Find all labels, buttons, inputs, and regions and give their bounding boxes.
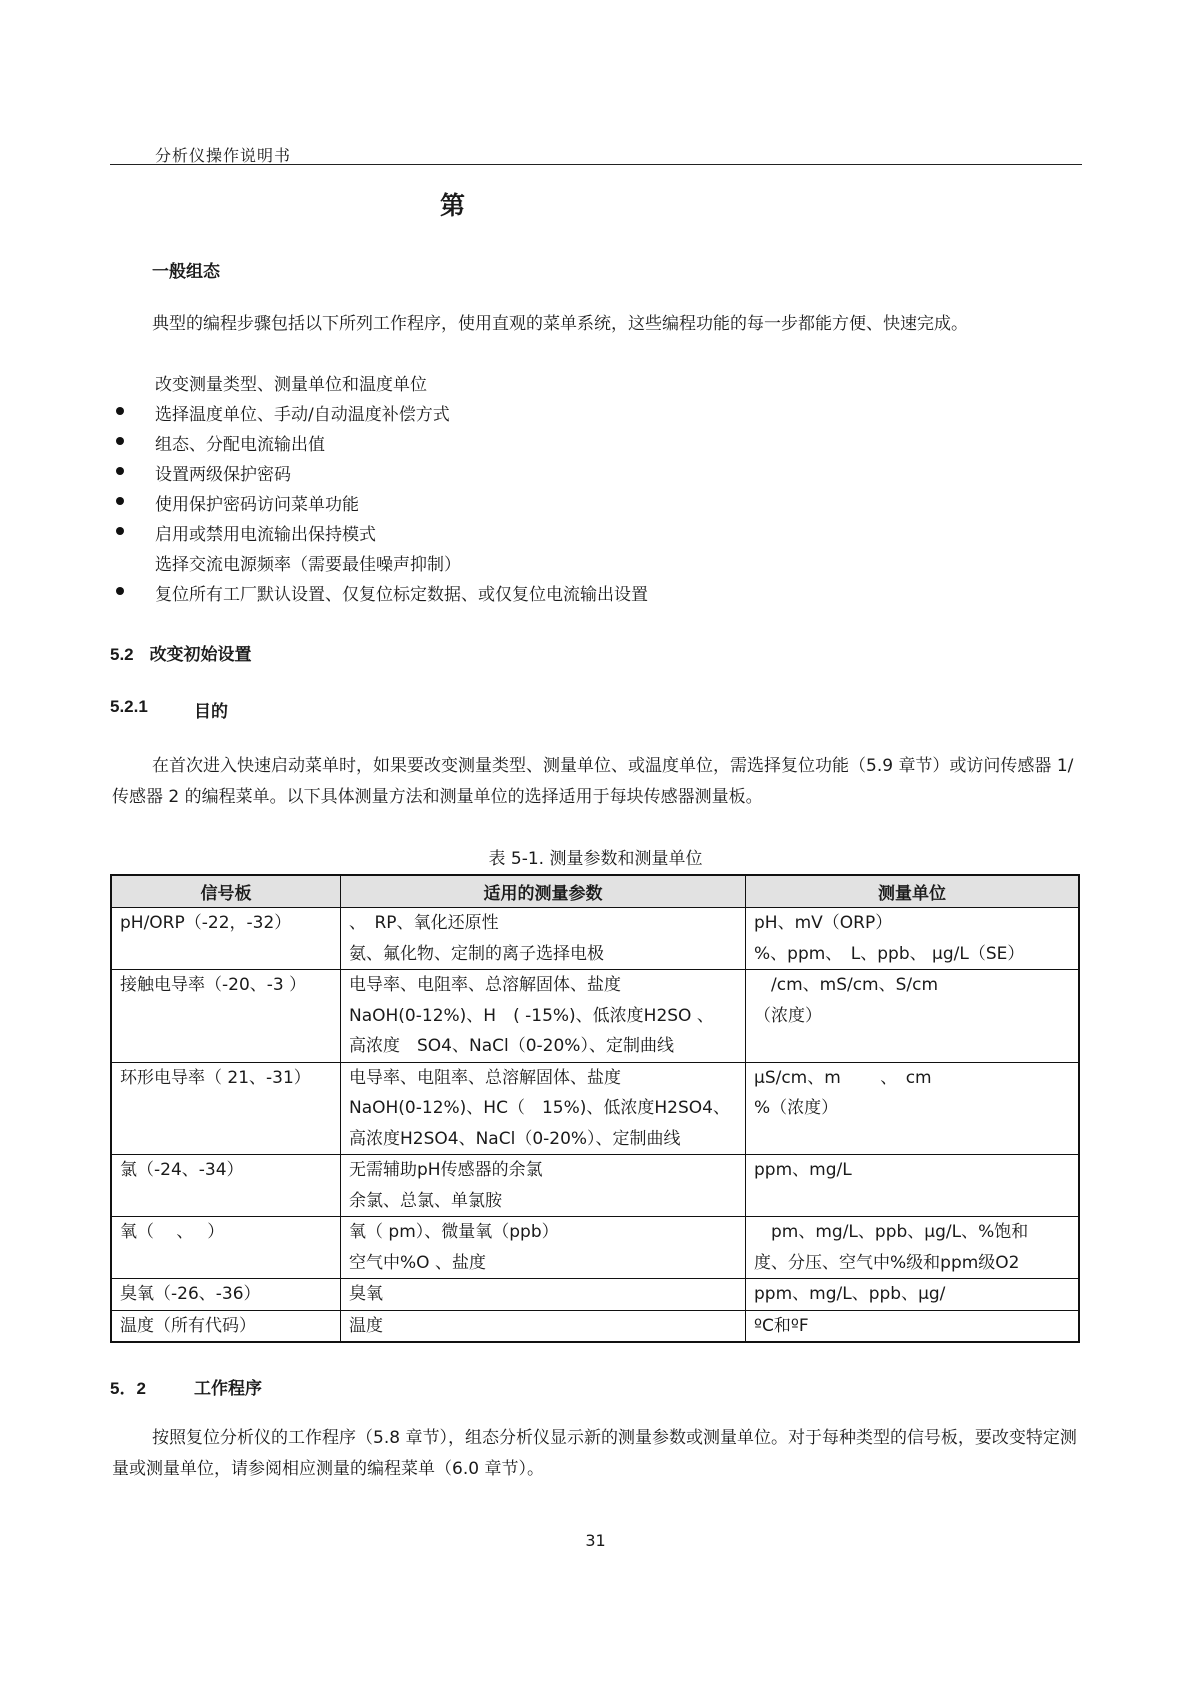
params-cell — [341, 1155, 746, 1217]
table-row — [111, 1062, 1079, 1155]
cell-text: 温度（所有代码） — [120, 1315, 256, 1336]
table-caption: 表 5-1. 测量参数和测量单位 — [488, 849, 703, 869]
list-item: 设置两级保护密码 — [155, 465, 291, 485]
section-title: 改变初始设置 — [149, 645, 252, 665]
params-cell — [341, 1217, 746, 1279]
measurement-table — [110, 874, 1080, 1343]
cell-text: 无需辅助pH传感器的余氯 — [349, 1160, 543, 1180]
purpose-paragraph: 在首次进入快速启动菜单时，如果要改变测量类型、测量单位、或温度单位，需选择复位功能（5.9 章节）或访问传感器 1/传感器 2 的编程菜单。以下具体测量方法和测量单位的选择适用于每块传感器测量板。 — [112, 756, 1074, 807]
cell-text: 电导率、电阻率、总溶解固体、盐度 — [349, 1067, 621, 1088]
list-item: 选择交流电源频率（需要最佳噪声抑制） — [155, 555, 461, 575]
cell-text: 高浓度H2SO4、NaCl（0-20%）、定制曲线 — [349, 1128, 681, 1149]
params-cell — [341, 1310, 746, 1342]
units-cell — [746, 1310, 1080, 1342]
column-header: 信号板 — [111, 875, 341, 908]
board-cell — [111, 1279, 341, 1311]
cell-text: ppm、mg/L — [754, 1160, 852, 1180]
params-cell — [341, 970, 746, 1063]
params-cell — [341, 1062, 746, 1155]
section-number: 5．2 — [110, 1379, 146, 1398]
list-item: 启用或禁用电流输出保持模式 — [155, 525, 376, 545]
params-cell — [341, 1279, 746, 1311]
units-cell — [746, 908, 1080, 970]
units-cell — [746, 1279, 1080, 1311]
board-cell — [111, 1062, 341, 1155]
board-cell — [111, 970, 341, 1063]
cell-text: 接触电导率（-20、-3 ） — [120, 975, 307, 995]
section-heading-5-2-1 — [110, 697, 228, 722]
cell-text: NaOH(0-12%)、HC（ 15%)、低浓度H2SO4、 — [349, 1098, 730, 1118]
list-item: 选择温度单位、手动/自动温度补偿方式 — [155, 405, 450, 425]
cell-text: 氨、氟化物、定制的离子选择电极 — [349, 943, 604, 964]
cell-text: pm、mg/L、ppb、μg/L、%饱和 — [754, 1222, 1029, 1242]
section-title: 目的 — [194, 702, 228, 722]
table-header-row — [111, 875, 1079, 908]
cell-text: （浓度） — [754, 1005, 822, 1026]
table-row — [111, 1155, 1079, 1217]
table-row — [111, 1279, 1079, 1311]
section-heading-procedure — [110, 1374, 262, 1399]
units-cell — [746, 1062, 1080, 1155]
chapter-title: 第 — [440, 191, 466, 220]
cell-text: /cm、mS/cm、S/cm — [754, 975, 939, 995]
section-title: 工作程序 — [194, 1379, 262, 1399]
cell-text: 氧（ 、 ） — [120, 1222, 225, 1242]
cell-text: 臭氧 — [349, 1284, 383, 1304]
section-title-general-config: 一般组态 — [152, 262, 220, 282]
bullet-icon — [116, 527, 124, 535]
cell-text: 、 RP、氧化还原性 — [349, 913, 499, 933]
params-cell — [341, 908, 746, 970]
cell-text: NaOH(0-12%)、H ( -15%)、低浓度H2SO 、 — [349, 1005, 714, 1026]
running-header: 分析仪操作说明书 — [155, 146, 292, 165]
table-row — [111, 908, 1079, 970]
list-item: 改变测量类型、测量单位和温度单位 — [155, 375, 427, 395]
section-number: 5.2.1 — [110, 697, 148, 716]
column-header: 测量单位 — [746, 875, 1080, 908]
cell-text: 氯（-24、-34） — [120, 1160, 244, 1180]
bullet-icon — [116, 467, 124, 475]
cell-text: 余氯、总氯、单氯胺 — [349, 1190, 502, 1211]
cell-text: 高浓度 SO4、NaCl（0-20%）、定制曲线 — [349, 1036, 674, 1056]
cell-text: %（浓度） — [754, 1098, 839, 1118]
board-cell — [111, 1155, 341, 1217]
table-row — [111, 970, 1079, 1063]
units-cell — [746, 1217, 1080, 1279]
section-number: 5.2 — [110, 645, 134, 664]
board-cell — [111, 908, 341, 970]
units-cell — [746, 970, 1080, 1063]
list-item: 组态、分配电流输出值 — [155, 435, 325, 455]
bullet-icon — [116, 587, 124, 595]
cell-text: %、ppm、 L、ppb、 μg/L（SE） — [754, 943, 1025, 964]
bullet-icon — [116, 437, 124, 445]
list-item: 复位所有工厂默认设置、仅复位标定数据、或仅复位电流输出设置 — [155, 585, 648, 605]
cell-text: 电导率、电阻率、总溶解固体、盐度 — [349, 975, 621, 995]
cell-text: 空气中%O 、盐度 — [349, 1252, 486, 1273]
procedure-paragraph: 按照复位分析仪的工作程序（5.8 章节），组态分析仪显示新的测量参数或测量单位。对于每种类型的信号板，要改变特定测量或测量单位，请参阅相应测量的编程菜单（6.0 章节）。 — [112, 1428, 1077, 1479]
cell-text: 臭氧（-26、-36） — [120, 1284, 261, 1304]
cell-text: 温度 — [349, 1315, 383, 1336]
table-row — [111, 1217, 1079, 1279]
section-heading-5-2 — [110, 640, 252, 665]
units-cell — [746, 1155, 1080, 1217]
bullet-icon — [116, 497, 124, 505]
bullet-icon — [116, 407, 124, 415]
cell-text: pH、mV（ORP） — [754, 913, 893, 933]
cell-text: pH/ORP（-22，-32） — [120, 913, 292, 933]
cell-text: μS/cm、m 、 cm — [754, 1067, 932, 1088]
page-number: 31 — [585, 1531, 606, 1550]
cell-text: 氧（ pm）、微量氧（ppb） — [349, 1222, 559, 1242]
cell-text: 环形电导率（ 21、-31） — [120, 1067, 311, 1088]
table-row — [111, 1310, 1079, 1342]
board-cell — [111, 1310, 341, 1342]
cell-text: 度、分压、空气中%级和ppm级O2 — [754, 1252, 1020, 1273]
header-rule — [110, 164, 1082, 165]
section-intro: 典型的编程步骤包括以下所列工作程序，使用直观的菜单系统，这些编程功能的每一步都能方便、快速完成。 — [152, 314, 968, 334]
column-header: 适用的测量参数 — [341, 875, 746, 908]
list-item: 使用保护密码访问菜单功能 — [155, 495, 359, 515]
board-cell — [111, 1217, 341, 1279]
cell-text: ppm、mg/L、ppb、μg/ — [754, 1284, 946, 1304]
cell-text: ºC和ºF — [754, 1315, 809, 1336]
